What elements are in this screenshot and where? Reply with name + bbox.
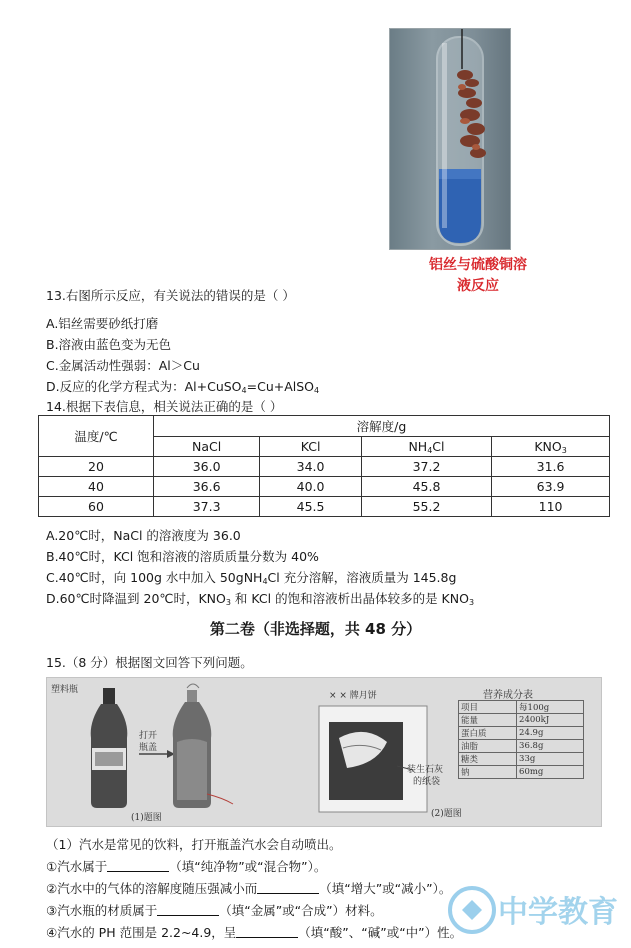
q14-option-c: C.40℃时，向 100g 水中加入 50gNH$_4$Cl 充分溶解，溶液质量为 145.8g — [46, 570, 457, 586]
q15-line-4: ④汽水的 PH 范围是 2.2~4.9，呈 （填“酸”、“碱”或“中”）性。 — [46, 925, 463, 940]
table-row — [459, 727, 584, 740]
table-cell: 33g — [517, 753, 584, 766]
table-cell: 37.2 — [361, 457, 491, 477]
table-cell: 45.8 — [361, 477, 491, 497]
table-cell: 每100g — [517, 701, 584, 714]
svg-text:中学教育: 中学教育 — [498, 895, 618, 930]
answer-blank[interactable] — [157, 904, 219, 916]
q15-intro: （1）汽水是常见的饮料，打开瓶盖汽水会自动喷出。 — [46, 837, 342, 852]
nutrition-title: 营养成分表 — [483, 690, 533, 701]
q13-option-c: C.金属活动性强弱：Al＞Cu — [46, 358, 200, 373]
caption-line-2: 液反应 — [457, 278, 499, 294]
q13-option-d: D.反应的化学方程式为：Al+CuSO$_4$=Cu+AlSO$_4$ — [46, 379, 320, 395]
q15-line-3: ③汽水瓶的材质属于 （填“金属”或“合成”）材料。 — [46, 903, 383, 918]
q14-option-a: A.20℃时，NaCl 的溶液度为 36.0 — [46, 528, 241, 543]
mooncake-title: × × 牌月饼 — [329, 691, 377, 701]
table-cell: 蛋白质 — [459, 727, 517, 740]
table-cell: 37.3 — [154, 497, 260, 517]
answer-blank[interactable] — [107, 860, 169, 872]
table-row — [459, 766, 584, 779]
answer-blank[interactable] — [257, 882, 319, 894]
nutrition-table — [458, 700, 584, 779]
pouch-label-2: 的纸袋 — [413, 777, 441, 787]
section-title: 第二卷（非选择题，共 48 分） — [209, 620, 422, 638]
q15-line-1: ①汽水属于 （填“纯净物”或“混合物”）。 — [46, 859, 327, 874]
table-cell: 糖类 — [459, 753, 517, 766]
q15-line-2: ②汽水中的气体的溶解度随压强减小而 （填“增大”或“减小”）。 — [46, 881, 452, 896]
q14-stem: 14.根据下表信息，相关说法正确的是（ ） — [46, 399, 283, 414]
table-cell: 36.6 — [154, 477, 260, 497]
test-tube-illustration — [390, 29, 511, 250]
table-cell: 2400kJ — [517, 714, 584, 727]
table-cell: 24.9g — [517, 727, 584, 740]
table-cell: 20 — [39, 457, 154, 477]
table-cell: 36.8g — [517, 740, 584, 753]
table-row — [459, 740, 584, 753]
fig1-caption: (1)题图 — [131, 813, 162, 823]
col-kno3: $KNO_3$ — [492, 437, 610, 457]
caption-line-1: 铝丝与硫酸铜溶 — [429, 257, 527, 273]
bottle-label: 塑料瓶 — [51, 685, 79, 695]
test-tube-photo — [389, 28, 511, 250]
solubility-header: 溶解度/g — [154, 416, 610, 437]
open-label-2: 瓶盖 — [139, 743, 158, 753]
table-row — [459, 714, 584, 727]
q14-option-b: B.40℃时，KCl 饱和溶液的溶质质量分数为 40% — [46, 549, 319, 564]
table-cell: 34.0 — [260, 457, 361, 477]
table-row — [459, 753, 584, 766]
fig2-caption: (2)题图 — [431, 809, 462, 819]
col-nacl: NaCl — [154, 437, 260, 457]
q14-option-d: D.60℃时降温到 20℃时，$KNO_3$ 和 KCl 的饱和溶液析出晶体较多的是 $KNO_3$ — [46, 591, 475, 607]
solubility-table — [38, 415, 610, 517]
q13-option-a: A.铝丝需要砂纸打磨 — [46, 316, 159, 331]
q15-figure — [46, 677, 602, 827]
table-cell: 油脂 — [459, 740, 517, 753]
q13-stem: 13.右图所示反应，有关说法的错误的是（ ） — [46, 288, 295, 303]
table-cell: 110 — [492, 497, 610, 517]
table-cell: 能量 — [459, 714, 517, 727]
table-row — [459, 701, 584, 714]
temp-header: 温度/℃ — [39, 416, 154, 457]
q13-option-b: B.溶液由蓝色变为无色 — [46, 337, 172, 352]
watermark-logo — [440, 870, 630, 945]
pouch-label-1: 装生石灰 — [407, 765, 444, 775]
table-cell: 40.0 — [260, 477, 361, 497]
table-row — [39, 497, 610, 517]
table-cell: 55.2 — [361, 497, 491, 517]
table-cell: 36.0 — [154, 457, 260, 477]
q15-stem: 15.（8 分）根据图文回答下列问题。 — [46, 655, 253, 670]
open-label-1: 打开 — [139, 731, 158, 741]
table-cell: 60 — [39, 497, 154, 517]
table-cell: 钠 — [459, 766, 517, 779]
table-row — [39, 477, 610, 497]
col-kcl: KCl — [260, 437, 361, 457]
table-cell: 项目 — [459, 701, 517, 714]
table-cell: 60mg — [517, 766, 584, 779]
table-cell: 63.9 — [492, 477, 610, 497]
table-cell: 45.5 — [260, 497, 361, 517]
table-cell: 31.6 — [492, 457, 610, 477]
table-row — [39, 457, 610, 477]
table-cell: 40 — [39, 477, 154, 497]
col-nh4cl: $NH_4Cl$ — [361, 437, 491, 457]
photo-caption — [418, 255, 538, 297]
answer-blank[interactable] — [236, 926, 298, 938]
